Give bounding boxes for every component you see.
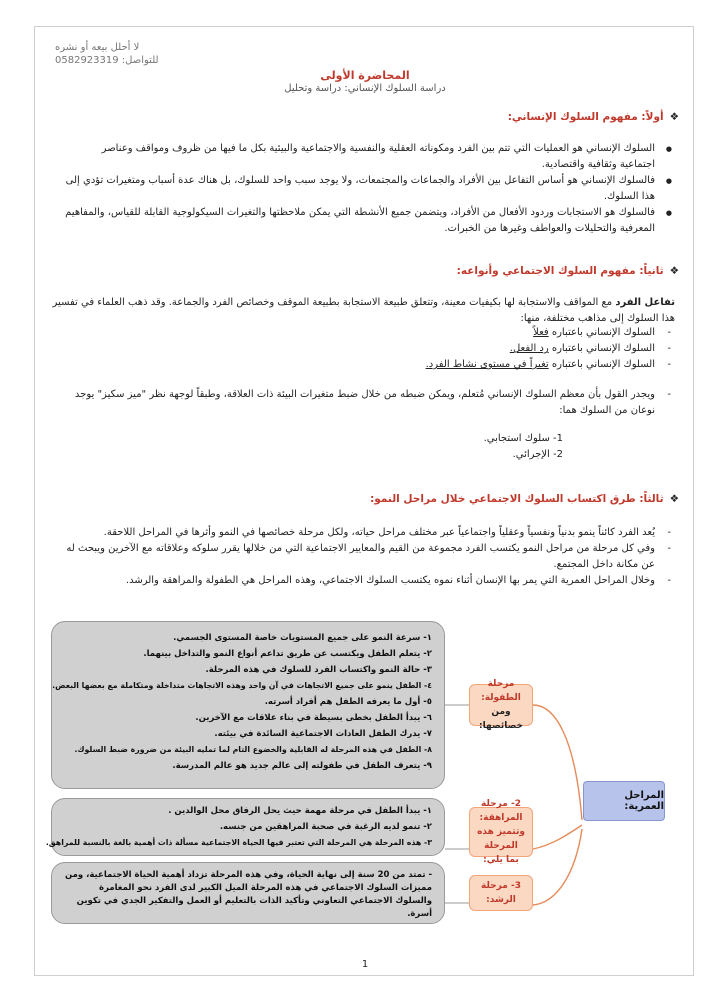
point-item: ٣- حالة النمو واكتساب الفرد للسلوك في هذه المرحلة. xyxy=(205,665,432,675)
point-item: ٦- يبدأ الطفل بخطى بسيطة في بناء علاقات مع الآخرين. xyxy=(195,713,432,723)
list-item xyxy=(65,341,675,357)
adolescence-points xyxy=(45,798,445,856)
note-line-2: للتواصل: 0582923319 xyxy=(55,55,159,66)
lecture-title: المحاضرة الأولى xyxy=(320,69,410,82)
section-3-list xyxy=(55,525,675,589)
page-number: 1 xyxy=(361,959,369,970)
list-item xyxy=(65,325,675,341)
item-underlined: تغيراً في مستوى نشاط الفرد. xyxy=(425,359,549,370)
stage-label: بما يلي: xyxy=(483,855,519,865)
section-3-heading xyxy=(49,493,679,505)
intro-bold: تفاعل الفرد xyxy=(615,297,675,308)
item-underlined: رد الفعل. xyxy=(509,343,549,354)
list-item: - ويجدر القول بأن معظم السلوك الإنساني مُتعلم، ويمكن ضبطه من خلال ضبط متغيرات البيئة ذات العلاقة، وطبقاً لوجهة نظر "ميز سكيز" يوجد نوعان من السلوك هما: xyxy=(65,387,675,419)
point-item: ١- سرعة النمو على جميع المستويات خاصة المستوى الجسمي. xyxy=(173,633,432,643)
point-item: ٤- الطفل ينمو على جميع الاتجاهات في آن واحد وهذه الاتجاهات متداخلة ومتكاملة مع بعضها البعض. xyxy=(52,681,432,690)
point-item: ١- يبدأ الطفل في مرحلة مهمة حيث يحل الرفاق محل الوالدين . xyxy=(168,806,432,816)
stage-childhood xyxy=(469,679,533,731)
document-page xyxy=(34,26,694,976)
section-2-paragraph xyxy=(65,387,675,419)
section-1-heading xyxy=(49,111,679,123)
diamond-bullet-icon: ❖ xyxy=(669,265,679,277)
item-prefix: السلوك الإنساني باعتباره xyxy=(548,327,655,338)
item-underlined: فعلاً xyxy=(533,327,549,338)
point-item: - تمتد من 20 سنة إلى نهاية الحياة، وفي هذه المرحلة تزداد أهمية الحياة الاجتماعية، ومن مميزات السلوك الاجتماعي في هذه المرحلة الميل الكبير لدى الفرد نحو المغامرة والسلوك الاجتماعي التعاوني وتأكيد الذات بالتعليم أو العمل والتفكير الجدي في تكوين أسرة. xyxy=(65,870,432,919)
childhood-points xyxy=(51,621,445,789)
point-item: ٢- يتعلم الطفل ويكتسب عن طريق تداعم أنواع النمو والتداخل بينهما. xyxy=(143,649,432,659)
diagram-root xyxy=(583,781,665,821)
stage-label: 3- مرحلة الرشد: xyxy=(481,881,521,905)
list-item: - يُعد الفرد كائناً ينمو بدنياً ونفسياً وعقلياً واجتماعياً عبر مختلف مراحل حياته، ولكل مرحلة خصائصها في النمو وأثرها في المراحل اللاحقة. xyxy=(55,525,675,541)
list-item: - وفي كل مرحلة من مراحل النمو يكتسب الفرد مجموعة من القيم والمعايير الاجتماعية التي من خلالها يقرر سلوكه وعلاقاته مع الآخرين ويبحث له عن مكانة داخل المجتمع. xyxy=(55,541,675,573)
note-line-1: لا أحلل بيعه أو نشره xyxy=(55,42,140,53)
connector-adolescence xyxy=(533,825,582,849)
connector-childhood xyxy=(533,705,582,820)
point-item: ٥- أول ما يعرفه الطفل هم أفراد أسرته. xyxy=(264,697,432,707)
adulthood-points xyxy=(51,862,445,924)
section-1-list xyxy=(65,141,675,237)
stage-label: وتتميز هذه المرحلة xyxy=(477,827,525,851)
stage-label: ومن خصائصها: xyxy=(479,707,523,731)
stage-adulthood xyxy=(469,875,533,911)
contact-note xyxy=(55,41,185,67)
point-item: ٩- يتعرف الطفل في طفولته إلى عالم جديد هو عالم المدرسة. xyxy=(172,761,432,771)
stage-label: 2- مرحلة المراهقة: xyxy=(479,799,523,823)
intro-rest: مع المواقف والاستجابة لها بكيفيات معينة، وتتعلق طبيعة الاستجابة بطبيعة الموقف وخصائص الفرد والجماعة. وقد ذهب العلماء في تفسير هذا السلوك إلى مذاهب مختلفة، منها: xyxy=(52,297,675,324)
diamond-bullet-icon: ❖ xyxy=(669,111,679,123)
section-2-intro xyxy=(47,295,675,327)
point-item: ٨- الطفل في هذه المرحلة له القابلية والخضوع التام لما تمليه البيئة من ضرورة ضبط السلوك. xyxy=(74,745,432,754)
list-item xyxy=(65,357,675,373)
root-label: المراحل العمرية: xyxy=(624,790,664,812)
list-item: ● فالسلوك هو الاستجابات وردود الأفعال من الأفراد، ويتضمن جميع الأنشطة التي يمكن ملاحظتها والتغيرات السيكولوجية القابلة للقياس، والمفاهيم المعرفية والتحليلات والعواطف وغيرها من الخبرات. xyxy=(65,205,675,237)
stage-adolescence xyxy=(469,799,533,865)
stage-label: مرحلة الطفولة: xyxy=(481,679,521,703)
lecture-subtitle: دراسة السلوك الإنساني: دراسة وتحليل xyxy=(284,83,446,94)
section-2-items xyxy=(65,325,675,373)
item-prefix: السلوك الإنساني باعتباره xyxy=(548,359,655,370)
type-item: 1- سلوك استجابي. xyxy=(483,433,563,444)
section-1-heading-text: أولاً: مفهوم السلوك الإنساني: xyxy=(507,111,664,123)
section-2-heading-text: ثانياً: مفهوم السلوك الاجتماعي وأنواعه: xyxy=(456,265,664,277)
list-item: - وخلال المراحل العمرية التي يمر بها الإنسان أثناء نموه يكتسب السلوك الاجتماعي، وهذه المراحل هي الطفولة والمراهقة والرشد. xyxy=(55,573,675,589)
list-item: ● فالسلوك الإنساني هو أساس التفاعل بين الأفراد والجماعات والمجتمعات، ولا يوجد سبب واحد للسلوك، بل هناك عدة أسباب ومتغيرات تؤدي إلى هذا السلوك. xyxy=(65,173,675,205)
list-item: ● السلوك الإنساني هو العمليات التي تتم بين الفرد ومكوناته العقلية والنفسية والاجتماعية والبيئية بكل ما فيها من ظروف ومواقف وعناصر اجتماعية وثقافية واقتصادية. xyxy=(65,141,675,173)
section-3-heading-text: ثالثاً: طرق اكتساب السلوك الاجتماعي خلال مراحل النمو: xyxy=(370,493,664,505)
behavior-types xyxy=(363,431,563,463)
point-item: ٢- تنمو لديه الرغبة في صحبة المراهقين من جنسه. xyxy=(219,822,432,832)
item-prefix: السلوك الإنساني باعتباره xyxy=(548,343,655,354)
diamond-bullet-icon: ❖ xyxy=(669,493,679,505)
point-item: ٧- يدرك الطفل العادات الاجتماعية السائدة في بيئته. xyxy=(214,729,432,739)
section-2-heading xyxy=(49,265,679,277)
type-item: 2- الإجرائي. xyxy=(512,449,563,460)
point-item: ٣- هذه المرحلة هي المرحلة التي تعتبر فيها الحياة الاجتماعية مسألة ذات أهمية بالغة بالنسبة للمراهق. xyxy=(45,838,432,847)
